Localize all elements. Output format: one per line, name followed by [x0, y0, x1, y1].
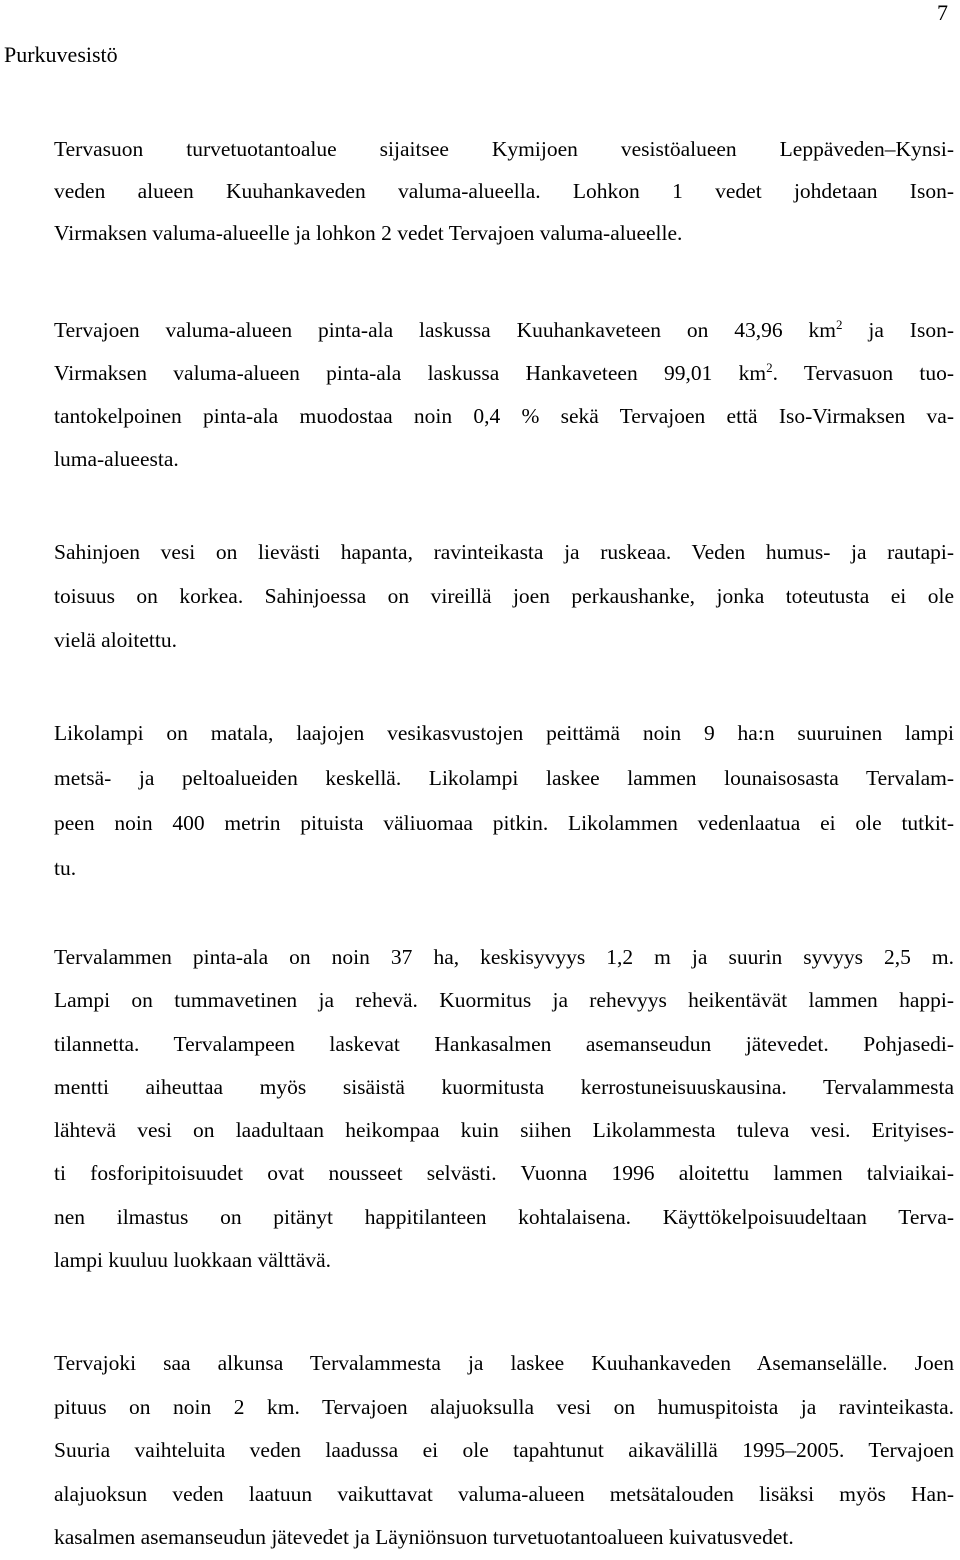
superscript: 2 — [766, 359, 773, 375]
text-line: Tervajoki saa alkunsa Tervalammesta ja laskee Kuuhankaveden Asemanselälle. Joen — [54, 1351, 954, 1375]
text-line: Tervasuon turvetuotantoalue sijaitsee Kymijoen vesistöalueen Leppäveden–Kynsi- — [54, 137, 954, 161]
text-line: pituus on noin 2 km. Tervajoen alajuoksulla vesi on humuspitoista ja ravinteikasta. — [54, 1394, 954, 1419]
text-line: Tervalammen pinta-ala on noin 37 ha, keskisyvyys 1,2 m ja suurin syvyys 2,5 m. — [54, 945, 954, 969]
text-line: tilannetta. Tervalampeen laskevat Hankasalmen asemanseudun jätevedet. Pohjasedi- — [54, 1031, 954, 1056]
text-line: Virmaksen valuma-alueelle ja lohkon 2 vedet Tervajoen valuma-alueelle. — [54, 221, 683, 245]
paragraph-location — [54, 128, 954, 254]
paragraph-tervalampi — [54, 936, 954, 1282]
text-line: tantokelpoinen pinta-ala muodostaa noin 0,4 % sekä Tervajoen että Iso-Virmaksen va- — [54, 404, 954, 428]
text-line: lampi kuuluu luokkaan välttävä. — [54, 1248, 332, 1273]
text-line: Likolampi on matala, laajojen vesikasvustojen peittämä noin 9 ha:n suuruinen lampi — [54, 721, 954, 745]
text-line: nen ilmastus on pitänyt happitilanteen kohtalaisena. Käyttökelpoisuudeltaan Terva- — [54, 1204, 954, 1229]
text-line: kasalmen asemanseudun jätevedet ja Läyniönsuon turvetuotantoalueen kuivatusvedet. — [54, 1525, 794, 1549]
text-line: peen noin 400 metrin pituista väliuomaa pitkin. Likolammen vedenlaatua ei ole tutkit- — [54, 811, 954, 835]
text-line: veden alueen Kuuhankaveden valuma-alueella. Lohkon 1 vedet johdetaan Ison- — [54, 179, 954, 203]
text-segment: Tervajoen valuma-alueen pinta-ala laskussa Kuuhankaveteen on 43,96 km — [54, 318, 837, 342]
text-segment: Virmaksen valuma-alueen pinta-ala laskussa Hankaveteen 99,01 km — [54, 361, 767, 385]
text-line: tu. — [54, 856, 77, 880]
text-line: alajuoksun veden laatuun vaikuttavat valuma-alueen metsätalouden lisäksi myös Han- — [54, 1481, 954, 1506]
paragraph-likolampi — [54, 711, 954, 891]
paragraph-catchment-area — [54, 309, 954, 481]
paragraph-tervajoki — [54, 1342, 954, 1560]
paragraph-sahinjoki — [54, 530, 954, 662]
text-line: Sahinjoen vesi on lievästi hapanta, ravinteikasta ja ruskeaa. Veden humus- ja rautapi- — [54, 540, 954, 564]
text-line: Suuria vaihteluita veden laadussa ei ole tapahtunut aikavälillä 1995–2005. Tervajoen — [54, 1438, 954, 1462]
text-line: mentti aiheuttaa myös sisäistä kuormitusta kerrostuneisuuskausina. Tervalammesta — [54, 1074, 954, 1099]
text-line — [54, 309, 954, 352]
text-line: toisuus on korkea. Sahinjoessa on vireillä joen perkaushanke, jonka toteutusta ei ole — [54, 584, 954, 608]
text-line: Lampi on tummavetinen ja rehevä. Kuormitus ja rehevyys heikentävät lammen happi- — [54, 988, 954, 1013]
text-line: metsä- ja peltoalueiden keskellä. Likolampi laskee lammen lounaisosasta Tervalam- — [54, 766, 954, 790]
page-number: 7 — [937, 0, 948, 25]
text-line: luma-alueesta. — [54, 447, 179, 471]
superscript: 2 — [836, 316, 843, 332]
text-segment: ja Ison- — [842, 318, 954, 342]
text-line — [54, 352, 954, 395]
text-segment: . Tervasuon tuo- — [772, 361, 954, 385]
text-line: lähtevä vesi on laadultaan heikompaa kuin siihen Likolammesta tuleva vesi. Erityises- — [54, 1118, 954, 1143]
text-line: vielä aloitettu. — [54, 628, 177, 652]
text-line: ti fosforipitoisuudet ovat nousseet selvästi. Vuonna 1996 aloitettu lammen talviaikai- — [54, 1161, 954, 1186]
section-heading: Purkuvesistö — [4, 42, 118, 67]
